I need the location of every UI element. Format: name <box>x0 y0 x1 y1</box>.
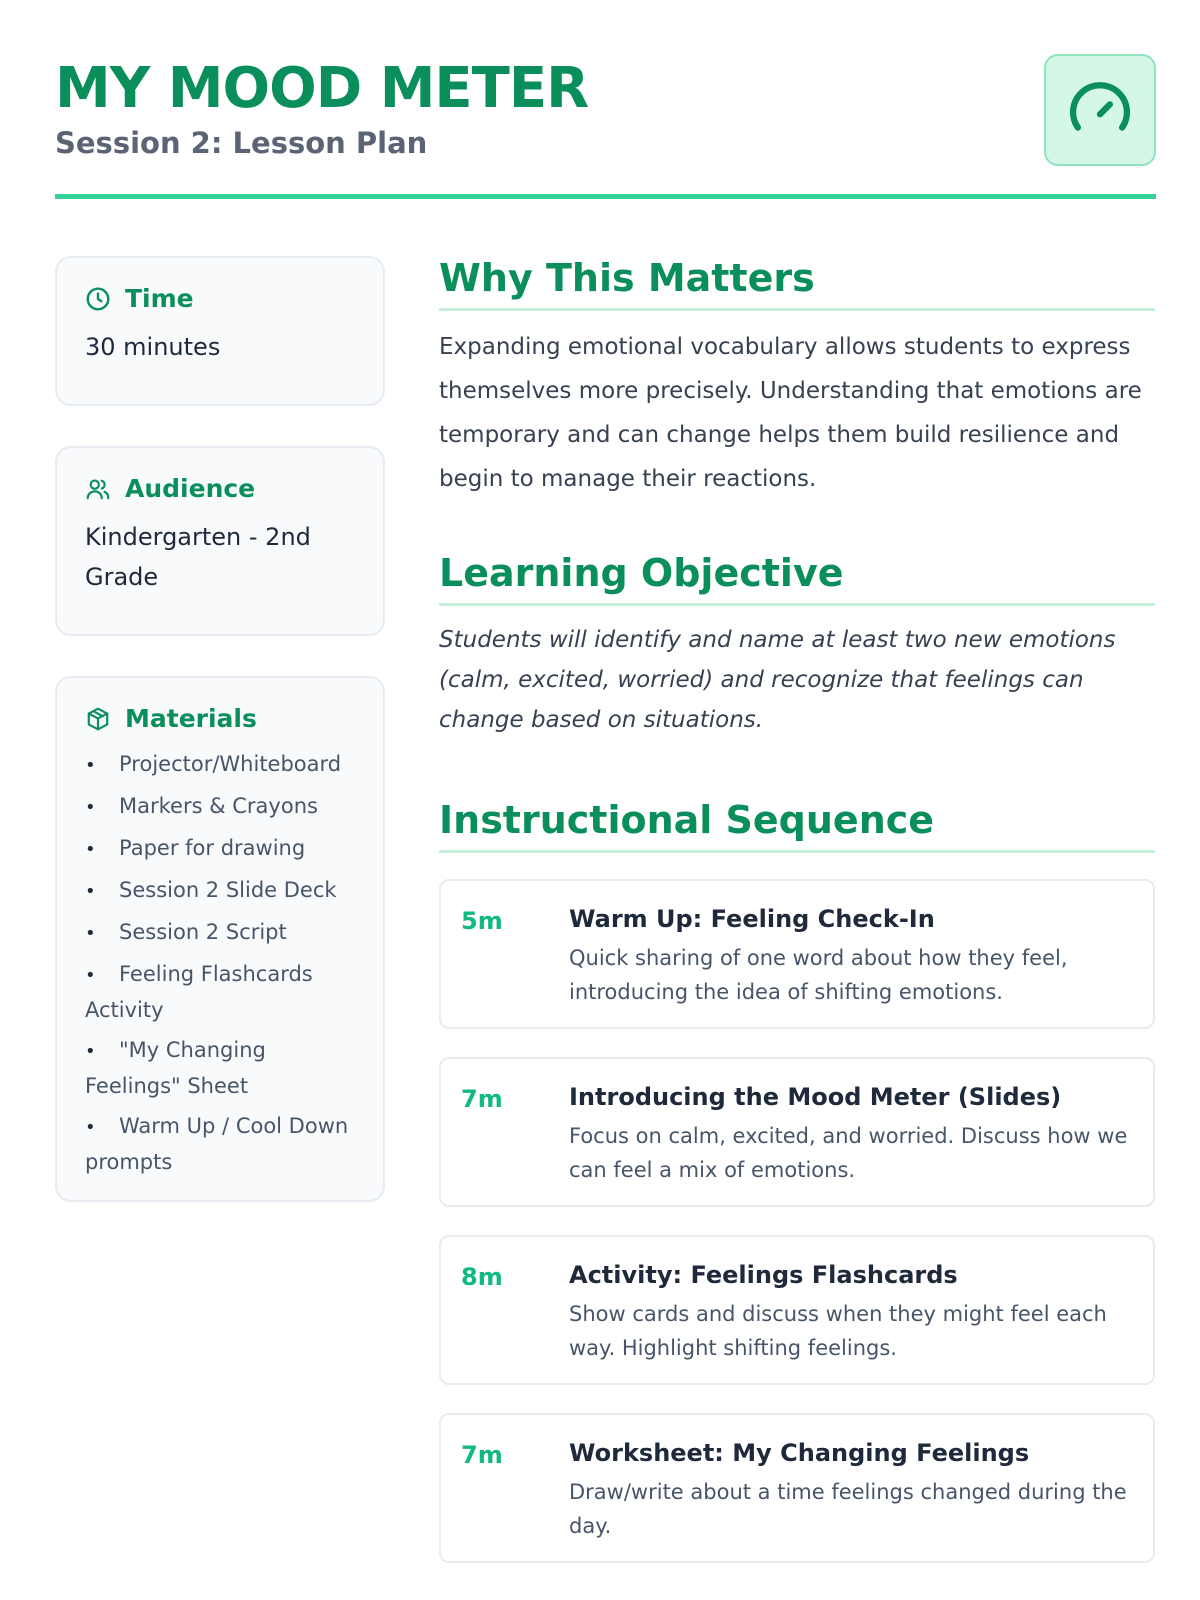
step-title: Introducing the Mood Meter (Slides) <box>569 1083 1062 1111</box>
page-title: MY MOOD METER <box>55 56 589 121</box>
clock-icon <box>85 286 111 312</box>
material-item: • Paper for drawing <box>85 831 355 867</box>
material-item: • Session 2 Slide Deck <box>85 873 355 909</box>
material-item: • Warm Up / Cool Down prompts <box>85 1109 355 1179</box>
step-duration: 7m <box>461 1441 503 1469</box>
sequence-step <box>439 1413 1155 1563</box>
materials-label: Materials <box>125 704 257 733</box>
sequence-step <box>439 1057 1155 1207</box>
audience-card <box>55 446 385 636</box>
step-duration: 7m <box>461 1085 503 1113</box>
main-content <box>439 256 1155 1591</box>
step-description: Focus on calm, excited, and worried. Discuss how we can feel a mix of emotions. <box>569 1124 1128 1182</box>
step-title: Activity: Feelings Flashcards <box>569 1261 958 1289</box>
step-title: Worksheet: My Changing Feelings <box>569 1439 1030 1467</box>
step-description: Show cards and discuss when they might feel each way. Highlight shifting feelings. <box>569 1302 1107 1360</box>
why-text: Expanding emotional vocabulary allows students to express themselves more precisely. Understanding that emotions are temporary and can change helps them build resilience and begin to manage their reactions. <box>439 334 1142 492</box>
logo-badge <box>1044 54 1156 166</box>
material-item: • Markers & Crayons <box>85 789 355 825</box>
sequence-section <box>439 798 1155 1563</box>
gauge-icon <box>1066 76 1134 144</box>
time-label: Time <box>125 284 194 313</box>
objective-section <box>439 551 1155 740</box>
why-section <box>439 256 1155 501</box>
step-title: Warm Up: Feeling Check-In <box>569 905 935 933</box>
objective-title: Learning Objective <box>439 551 1155 606</box>
step-duration: 5m <box>461 907 503 935</box>
header-divider <box>55 194 1156 199</box>
step-description: Quick sharing of one word about how they feel, introducing the idea of shifting emotions. <box>569 946 1068 1004</box>
objective-text: Students will identify and name at least two new emotions (calm, excited, worried) and recognize that feelings can change based on situations. <box>439 627 1116 733</box>
time-card <box>55 256 385 406</box>
sequence-step <box>439 879 1155 1029</box>
materials-card-header <box>85 704 355 733</box>
why-title: Why This Matters <box>439 256 1155 311</box>
material-item: • Projector/Whiteboard <box>85 747 355 783</box>
audience-card-header <box>85 474 355 503</box>
page-subtitle: Session 2: Lesson Plan <box>55 126 428 160</box>
step-duration: 8m <box>461 1263 503 1291</box>
step-description: Draw/write about a time feelings changed during the day. <box>569 1480 1127 1538</box>
users-icon <box>85 476 111 502</box>
material-item: • Session 2 Script <box>85 915 355 951</box>
audience-value: Kindergarten - 2nd Grade <box>85 523 311 591</box>
time-card-header <box>85 284 355 313</box>
box-icon <box>85 706 111 732</box>
audience-label: Audience <box>125 474 256 503</box>
time-value: 30 minutes <box>85 333 221 361</box>
page-header <box>55 50 1155 200</box>
materials-card <box>55 676 385 1202</box>
materials-list <box>85 747 355 1179</box>
sequence-step <box>439 1235 1155 1385</box>
material-item: • "My Changing Feelings" Sheet <box>85 1033 355 1103</box>
sequence-title: Instructional Sequence <box>439 798 1155 853</box>
material-item: • Feeling Flashcards Activity <box>85 957 355 1027</box>
sidebar <box>55 256 385 1242</box>
